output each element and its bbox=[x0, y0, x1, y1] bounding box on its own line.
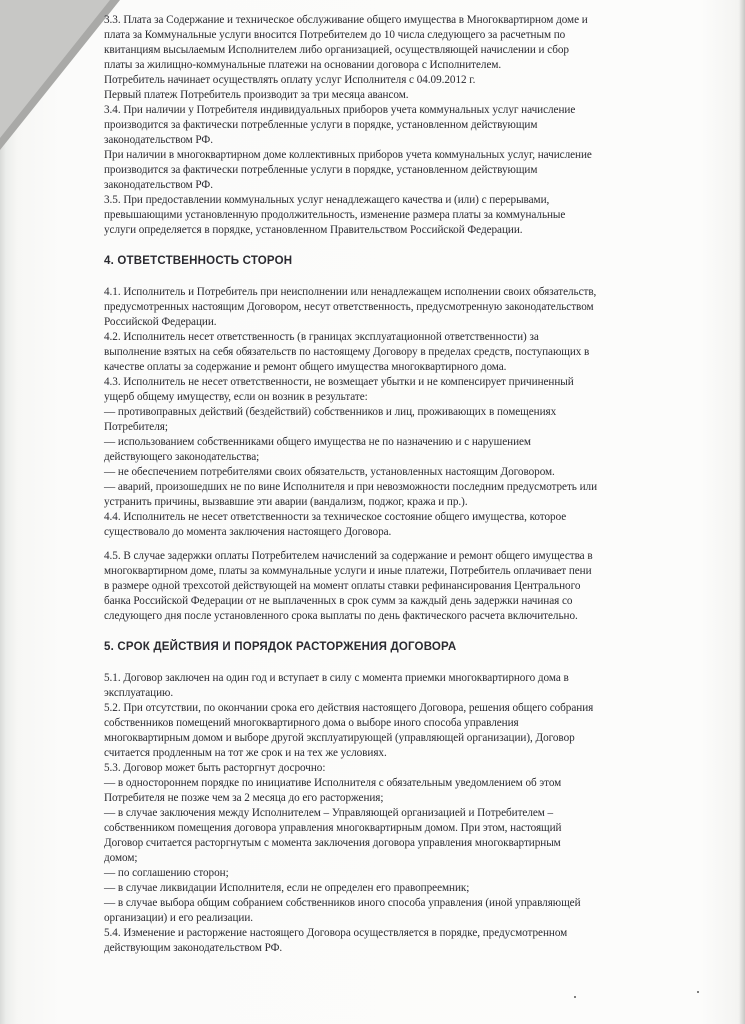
paragraph-line: Договор считается расторгнутым с момента заключения договора управления многоквартирным bbox=[104, 837, 561, 849]
section-5-heading: 5. СРОК ДЕЙСТВИЯ И ПОРЯДОК РАСТОРЖЕНИЯ ДОГОВОРА bbox=[104, 641, 457, 653]
paragraph-line: домом; bbox=[104, 852, 138, 864]
paragraph-line: производится за фактически потребленные услуги в порядке, установленном действующим bbox=[104, 164, 538, 176]
paragraph-line: — в случае заключения между Исполнителем – Управляющей организацией и Потребителем – bbox=[104, 807, 554, 819]
paragraph-line: платы за жилищно-коммунальные платежи на основании договора с Исполнителем. bbox=[104, 59, 502, 71]
paragraph-line: 4.1. Исполнитель и Потребитель при неисполнении или ненадлежащем исполнении своих обязательств, bbox=[104, 286, 597, 298]
section-4-heading: 4. ОТВЕТСТВЕННОСТЬ СТОРОН bbox=[104, 255, 293, 267]
paragraph-line: 3.4. При наличии у Потребителя индивидуальных приборов учета коммунальных услуг начисление bbox=[104, 104, 576, 116]
paragraph-line: 4.5. В случае задержки оплаты Потребителем начислений за содержание и ремонт общего имущества в bbox=[104, 550, 593, 562]
paragraph-line: выполнение взятых на себя обязательств по настоящему Договору в пределах средств, поступающих в bbox=[104, 346, 590, 358]
paragraph-line: многоквартирном доме, платы за коммунальные услуги и иные платежи, Потребитель оплачивает пени bbox=[104, 565, 592, 577]
paragraph-line: квитанциям высылаемым Исполнителем либо организацией, осуществляющей начислении и сбор bbox=[104, 44, 569, 56]
paragraph-line: законодательством РФ. bbox=[104, 134, 213, 146]
paragraph-line: собственников помещений многоквартирного дома о выборе иного способа управления bbox=[104, 717, 519, 729]
paragraph-line: 4.3. Исполнитель не несет ответственности, не возмещает убытки и не компенсирует причиненный bbox=[104, 376, 574, 388]
paragraph-line: 5.3. Договор может быть расторгнут досрочно: bbox=[104, 762, 326, 774]
paragraph-line: — использованием собственниками общего имущества не по назначению и с нарушением bbox=[104, 436, 531, 448]
paragraph-line: Потребителя не позже чем за 2 месяца до его расторжения; bbox=[104, 792, 384, 804]
paragraph-line: плата за Коммунальные услуги вносится Потребителем до 10 числа следующего за расчетным по bbox=[104, 29, 566, 41]
paragraph-line: Потребителя; bbox=[104, 421, 168, 433]
paragraph-line: 3.5. При предоставлении коммунальных услуг ненадлежащего качества и (или) с перерывами, bbox=[104, 194, 550, 206]
paragraph-line: следующего дня после установленного срока выплаты по день фактического расчета включительно. bbox=[104, 610, 578, 622]
paragraph-line: — в случае выбора общим собранием собственников иного способа управления (иной управляющей bbox=[104, 897, 581, 909]
paragraph-line: качестве оплаты за содержание и ремонт общего имущества многоквартирного дома. bbox=[104, 361, 507, 373]
page-edge-shadow bbox=[739, 0, 745, 1024]
paragraph-line: многоквартирным домом и выборе другой эксплуатирующей (управляющей организации), Договор bbox=[104, 732, 575, 744]
paragraph-line: 4.2. Исполнитель несет ответственность (в границах эксплуатационной ответственности) за bbox=[104, 331, 539, 343]
section-3-block bbox=[104, 13, 692, 238]
section-5-block bbox=[104, 671, 692, 956]
scan-speck bbox=[574, 996, 576, 998]
paragraph-line: — аварий, произошедших не по вине Исполнителя и при невозможности последним предусмотреть или bbox=[104, 481, 598, 493]
paragraph-line: производится за фактически потребленные услуги в порядке, установленном действующим bbox=[104, 119, 538, 131]
paragraph-line: — по соглашению сторон; bbox=[104, 867, 229, 879]
paragraph-line: — в одностороннем порядке по инициативе Исполнителя с обязательным уведомлением об этом bbox=[104, 777, 562, 789]
paragraph-line: эксплуатацию. bbox=[104, 687, 174, 699]
paragraph-line: собственником помещения договора управления многоквартирным домом. При этом, настоящий bbox=[104, 822, 562, 834]
paragraph-line: 5.4. Изменение и расторжение настоящего Договора осуществляется в порядке, предусмотренном bbox=[104, 927, 568, 939]
paragraph-line: услуги определяется в порядке, установленном Правительством Российской Федерации. bbox=[104, 224, 523, 236]
paragraph-line: законодательством РФ. bbox=[104, 179, 213, 191]
section-4-5-block bbox=[104, 549, 692, 624]
paragraph-line: Первый платеж Потребитель производит за три месяца авансом. bbox=[104, 89, 409, 101]
paragraph-line: 5.2. При отсутствии, по окончании срока его действия настоящего Договора, решения общего собрания bbox=[104, 702, 594, 714]
paragraph-line: 5.1. Договор заключен на один год и вступает в силу с момента приемки многоквартирного дома в bbox=[104, 672, 569, 684]
paragraph-line: организации) и его реализации. bbox=[104, 912, 254, 924]
paragraph-line: в размере одной трехсотой действующей на момент оплаты ставки рефинансирования Центрального bbox=[104, 580, 581, 592]
document-body bbox=[104, 13, 692, 956]
scan-speck bbox=[697, 991, 699, 993]
paragraph-line: устранить причины, вызвавшие эти аварии (вандализм, поджог, кража и пр.). bbox=[104, 496, 468, 508]
paragraph-line: — не обеспечением потребителями своих обязательств, установленных настоящим Договором. bbox=[104, 466, 555, 478]
paragraph-line: существовало до момента заключения настоящего Договора. bbox=[104, 526, 392, 538]
section-4-block bbox=[104, 285, 692, 540]
paragraph-line: считается продленным на тот же срок и на тех же условиях. bbox=[104, 747, 387, 759]
paragraph-line: — противоправных действий (бездействий) собственников и лиц, проживающих в помещениях bbox=[104, 406, 557, 418]
paragraph-line: 4.4. Исполнитель не несет ответственности за техническое состояние общего имущества, которое bbox=[104, 511, 567, 523]
paragraph-line: 3.3. Плата за Содержание и техническое обслуживание общего имущества в Многоквартирном доме и bbox=[104, 14, 588, 26]
paragraph-line: ущерб общему имуществу, если он возник в результате: bbox=[104, 391, 368, 403]
paragraph-line: Потребитель начинает осуществлять оплату услуг Исполнителя с 04.09.2012 г. bbox=[104, 74, 476, 86]
folded-corner-highlight bbox=[0, 0, 110, 138]
paragraph-line: предусмотренных настоящим Договором, несут ответственность, предусмотренную законодательством bbox=[104, 301, 594, 313]
paragraph-line: — в случае ликвидации Исполнителя, если не определен его правопреемник; bbox=[104, 882, 470, 894]
paragraph-line: действующим законодательством РФ. bbox=[104, 942, 283, 954]
paragraph-line: Российской Федерации. bbox=[104, 316, 217, 328]
paragraph-line: При наличии в многоквартирном доме коллективных приборов учета коммунальных услуг, начисление bbox=[104, 149, 592, 161]
paragraph-line: действующего законодательства; bbox=[104, 451, 260, 463]
paragraph-line: банка Российской Федерации от не выплаченных в срок сумм за каждый день задержки начиная со bbox=[104, 595, 573, 607]
paragraph-line: превышающими установленную продолжительность, изменение размера платы за коммунальные bbox=[104, 209, 566, 221]
